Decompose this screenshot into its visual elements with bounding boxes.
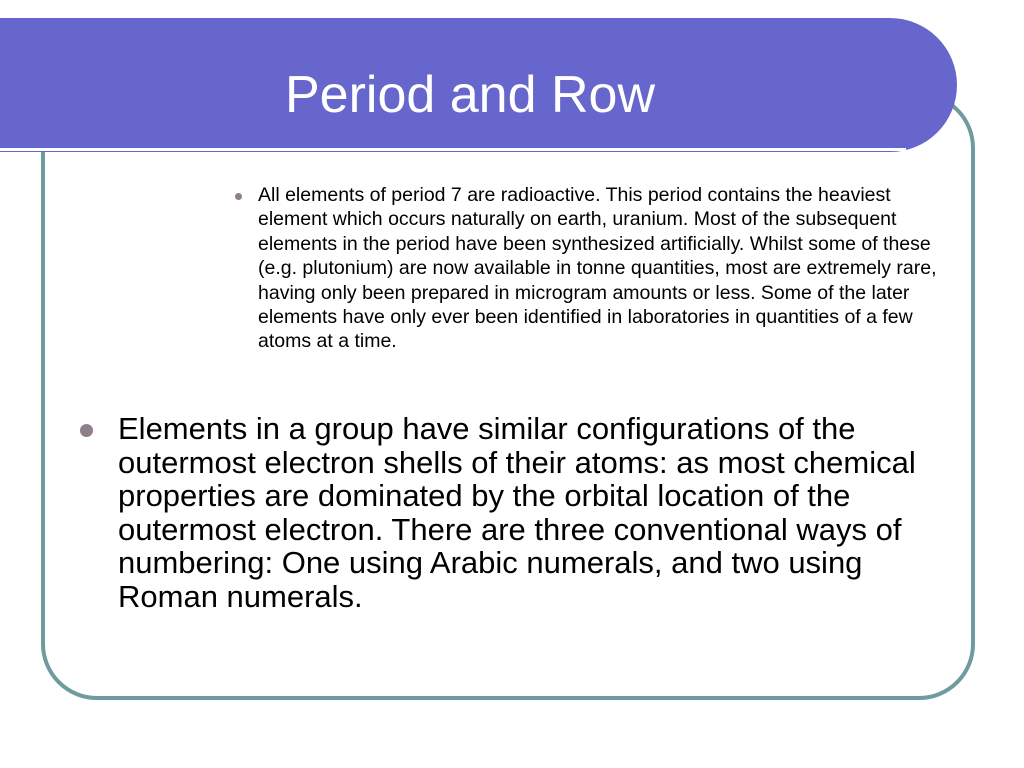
bullet-item-main <box>118 412 958 613</box>
bullet-dot-icon <box>80 424 93 437</box>
slide-title: Period and Row <box>285 66 655 124</box>
bullet-dot-icon <box>235 193 242 200</box>
title-bar <box>0 18 957 152</box>
bullet-text: All elements of period 7 are radioactive. This period contains the heaviest element which occurs naturally on earth, uranium. Most of the subsequent elements in the period have been synthesized artificially. Whilst some of these (e.g. plutonium) are now available in tonne quantities, most are extremely rare, having only been prepared in microgram amounts or less. Some of the later elements have only ever been identified in laboratories in quantities of a few atoms at a time. <box>258 184 937 353</box>
bullet-text: Elements in a group have similar configurations of the outermost electron shells of their atoms: as most chemical properties are dominated by the orbital location of the outermost electron. There are three conventional ways of numbering: One using Arabic numerals, and two using Roman numerals. <box>118 411 916 614</box>
title-underline <box>0 148 906 151</box>
bullet-item-sub <box>258 183 958 354</box>
